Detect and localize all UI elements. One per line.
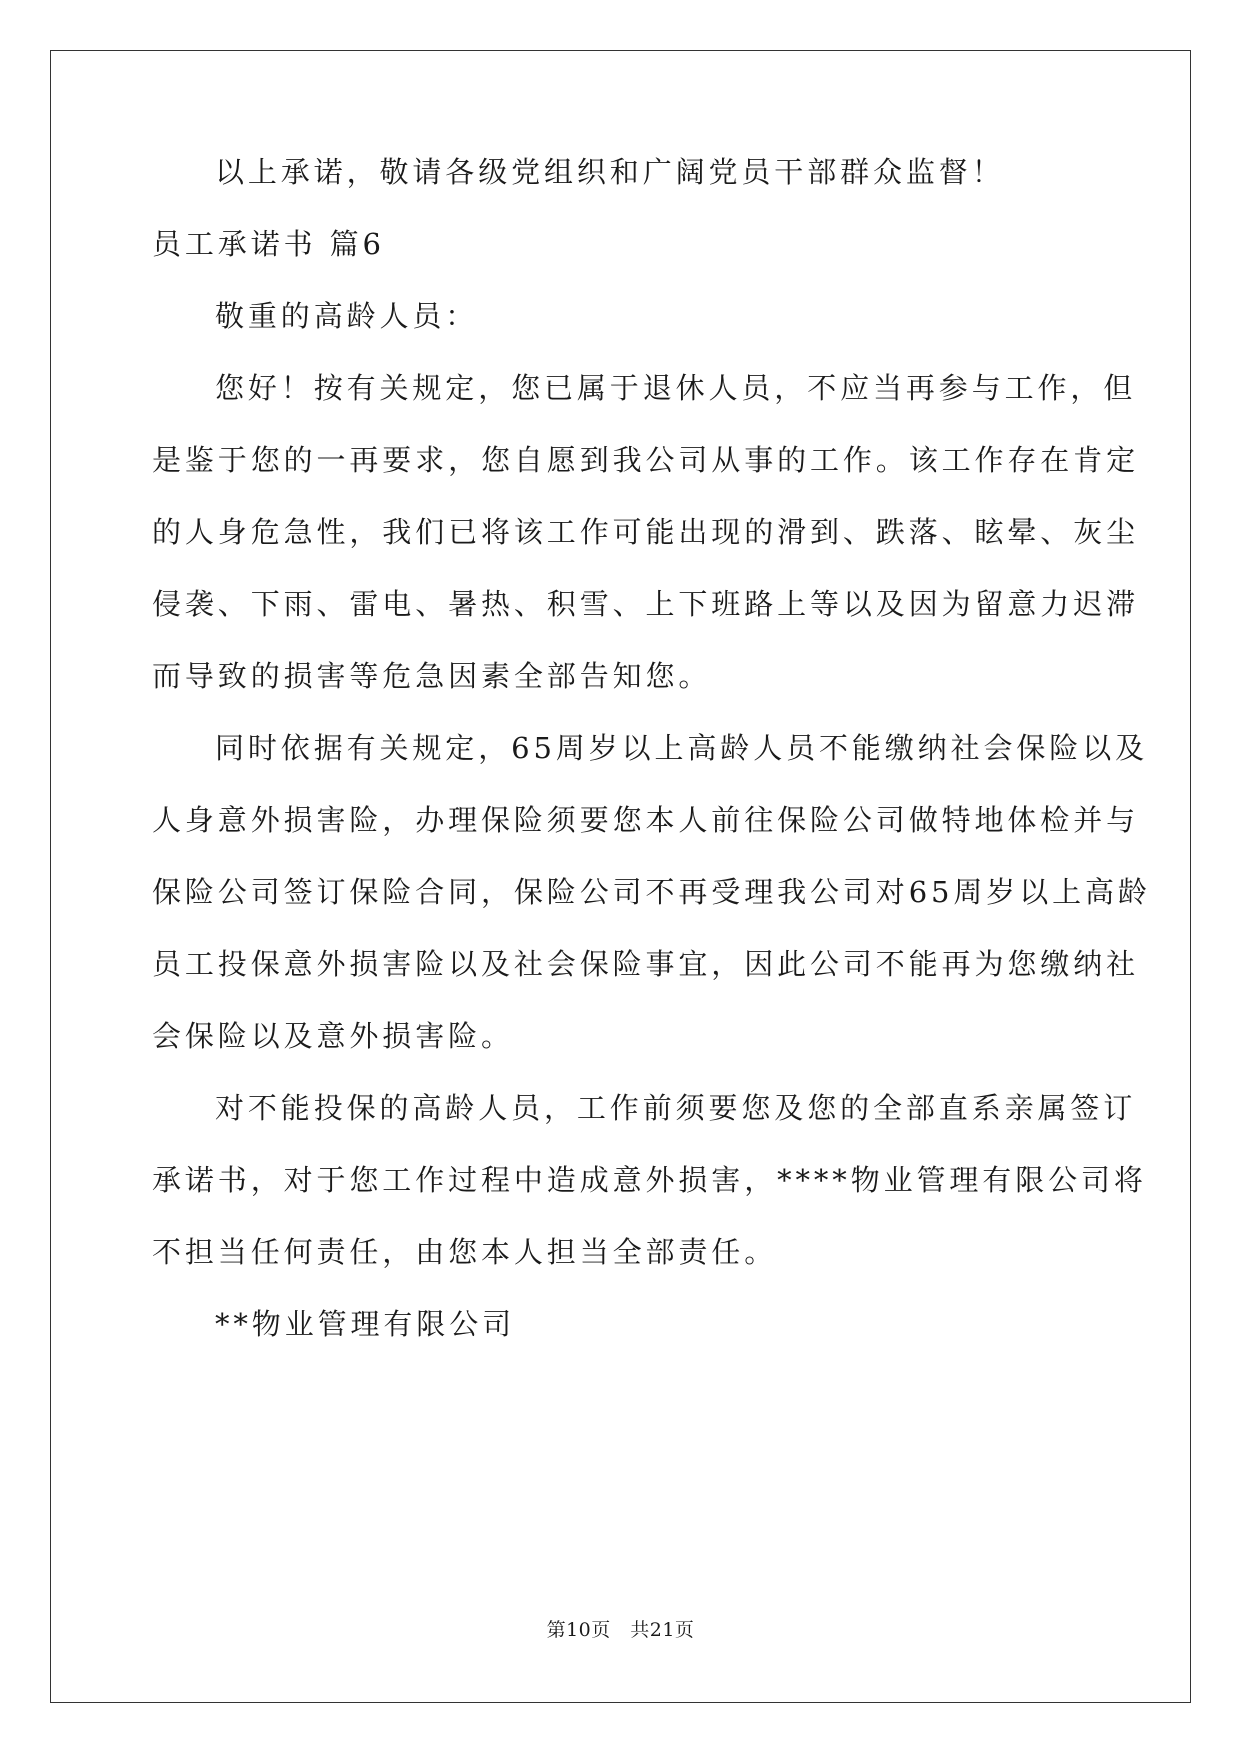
paragraph — [152, 1072, 1147, 1288]
text-line: 承诺书，对于您工作过程中造成意外损害，****物业管理有限公司将 — [152, 1163, 1147, 1197]
text-line: 您好！按有关规定，您已属于退休人员，不应当再参与工作，但 — [215, 371, 1137, 405]
section-heading — [152, 208, 1092, 280]
text-line: 以上承诺，敬请各级党组织和广阔党员干部群众监督！ — [215, 155, 1005, 189]
paragraph — [152, 136, 1092, 208]
text-line: 侵袭、下雨、雷电、暑热、积雪、上下班路上等以及因为留意力迟滞 — [152, 587, 1140, 621]
text-line: 员工承诺书 篇6 — [152, 227, 385, 261]
text-line: 是鉴于您的一再要求，您自愿到我公司从事的工作。该工作存在肯定 — [152, 443, 1140, 477]
text-line: 不担当任何责任，由您本人担当全部责任。 — [152, 1235, 778, 1269]
page-number-footer: 第10页 共21页 — [546, 1619, 695, 1641]
text-line: **物业管理有限公司 — [215, 1307, 516, 1341]
text-line: 对不能投保的高龄人员，工作前须要您及您的全部直系亲属签订 — [215, 1091, 1137, 1125]
text-line: 人身意外损害险，办理保险须要您本人前往保险公司做特地体检并与 — [152, 803, 1140, 837]
text-line: 同时依据有关规定，65周岁以上高龄人员不能缴纳社会保险以及 — [215, 731, 1149, 765]
text-line: 员工投保意外损害险以及社会保险事宜，因此公司不能再为您缴纳社 — [152, 947, 1140, 981]
paragraph — [152, 352, 1140, 712]
document-body — [152, 136, 1151, 1360]
text-line: 的人身危急性，我们已将该工作可能出现的滑到、跌落、眩晕、灰尘 — [152, 515, 1140, 549]
text-line: 敬重的高龄人员： — [215, 299, 479, 333]
text-line: 会保险以及意外损害险。 — [152, 1019, 514, 1053]
paragraph — [152, 280, 1092, 352]
paragraph — [152, 1288, 1092, 1360]
paragraph — [152, 712, 1151, 1072]
text-line: 而导致的损害等危急因素全部告知您。 — [152, 659, 712, 693]
text-line: 保险公司签订保险合同，保险公司不再受理我公司对65周岁以上高龄 — [152, 875, 1151, 909]
